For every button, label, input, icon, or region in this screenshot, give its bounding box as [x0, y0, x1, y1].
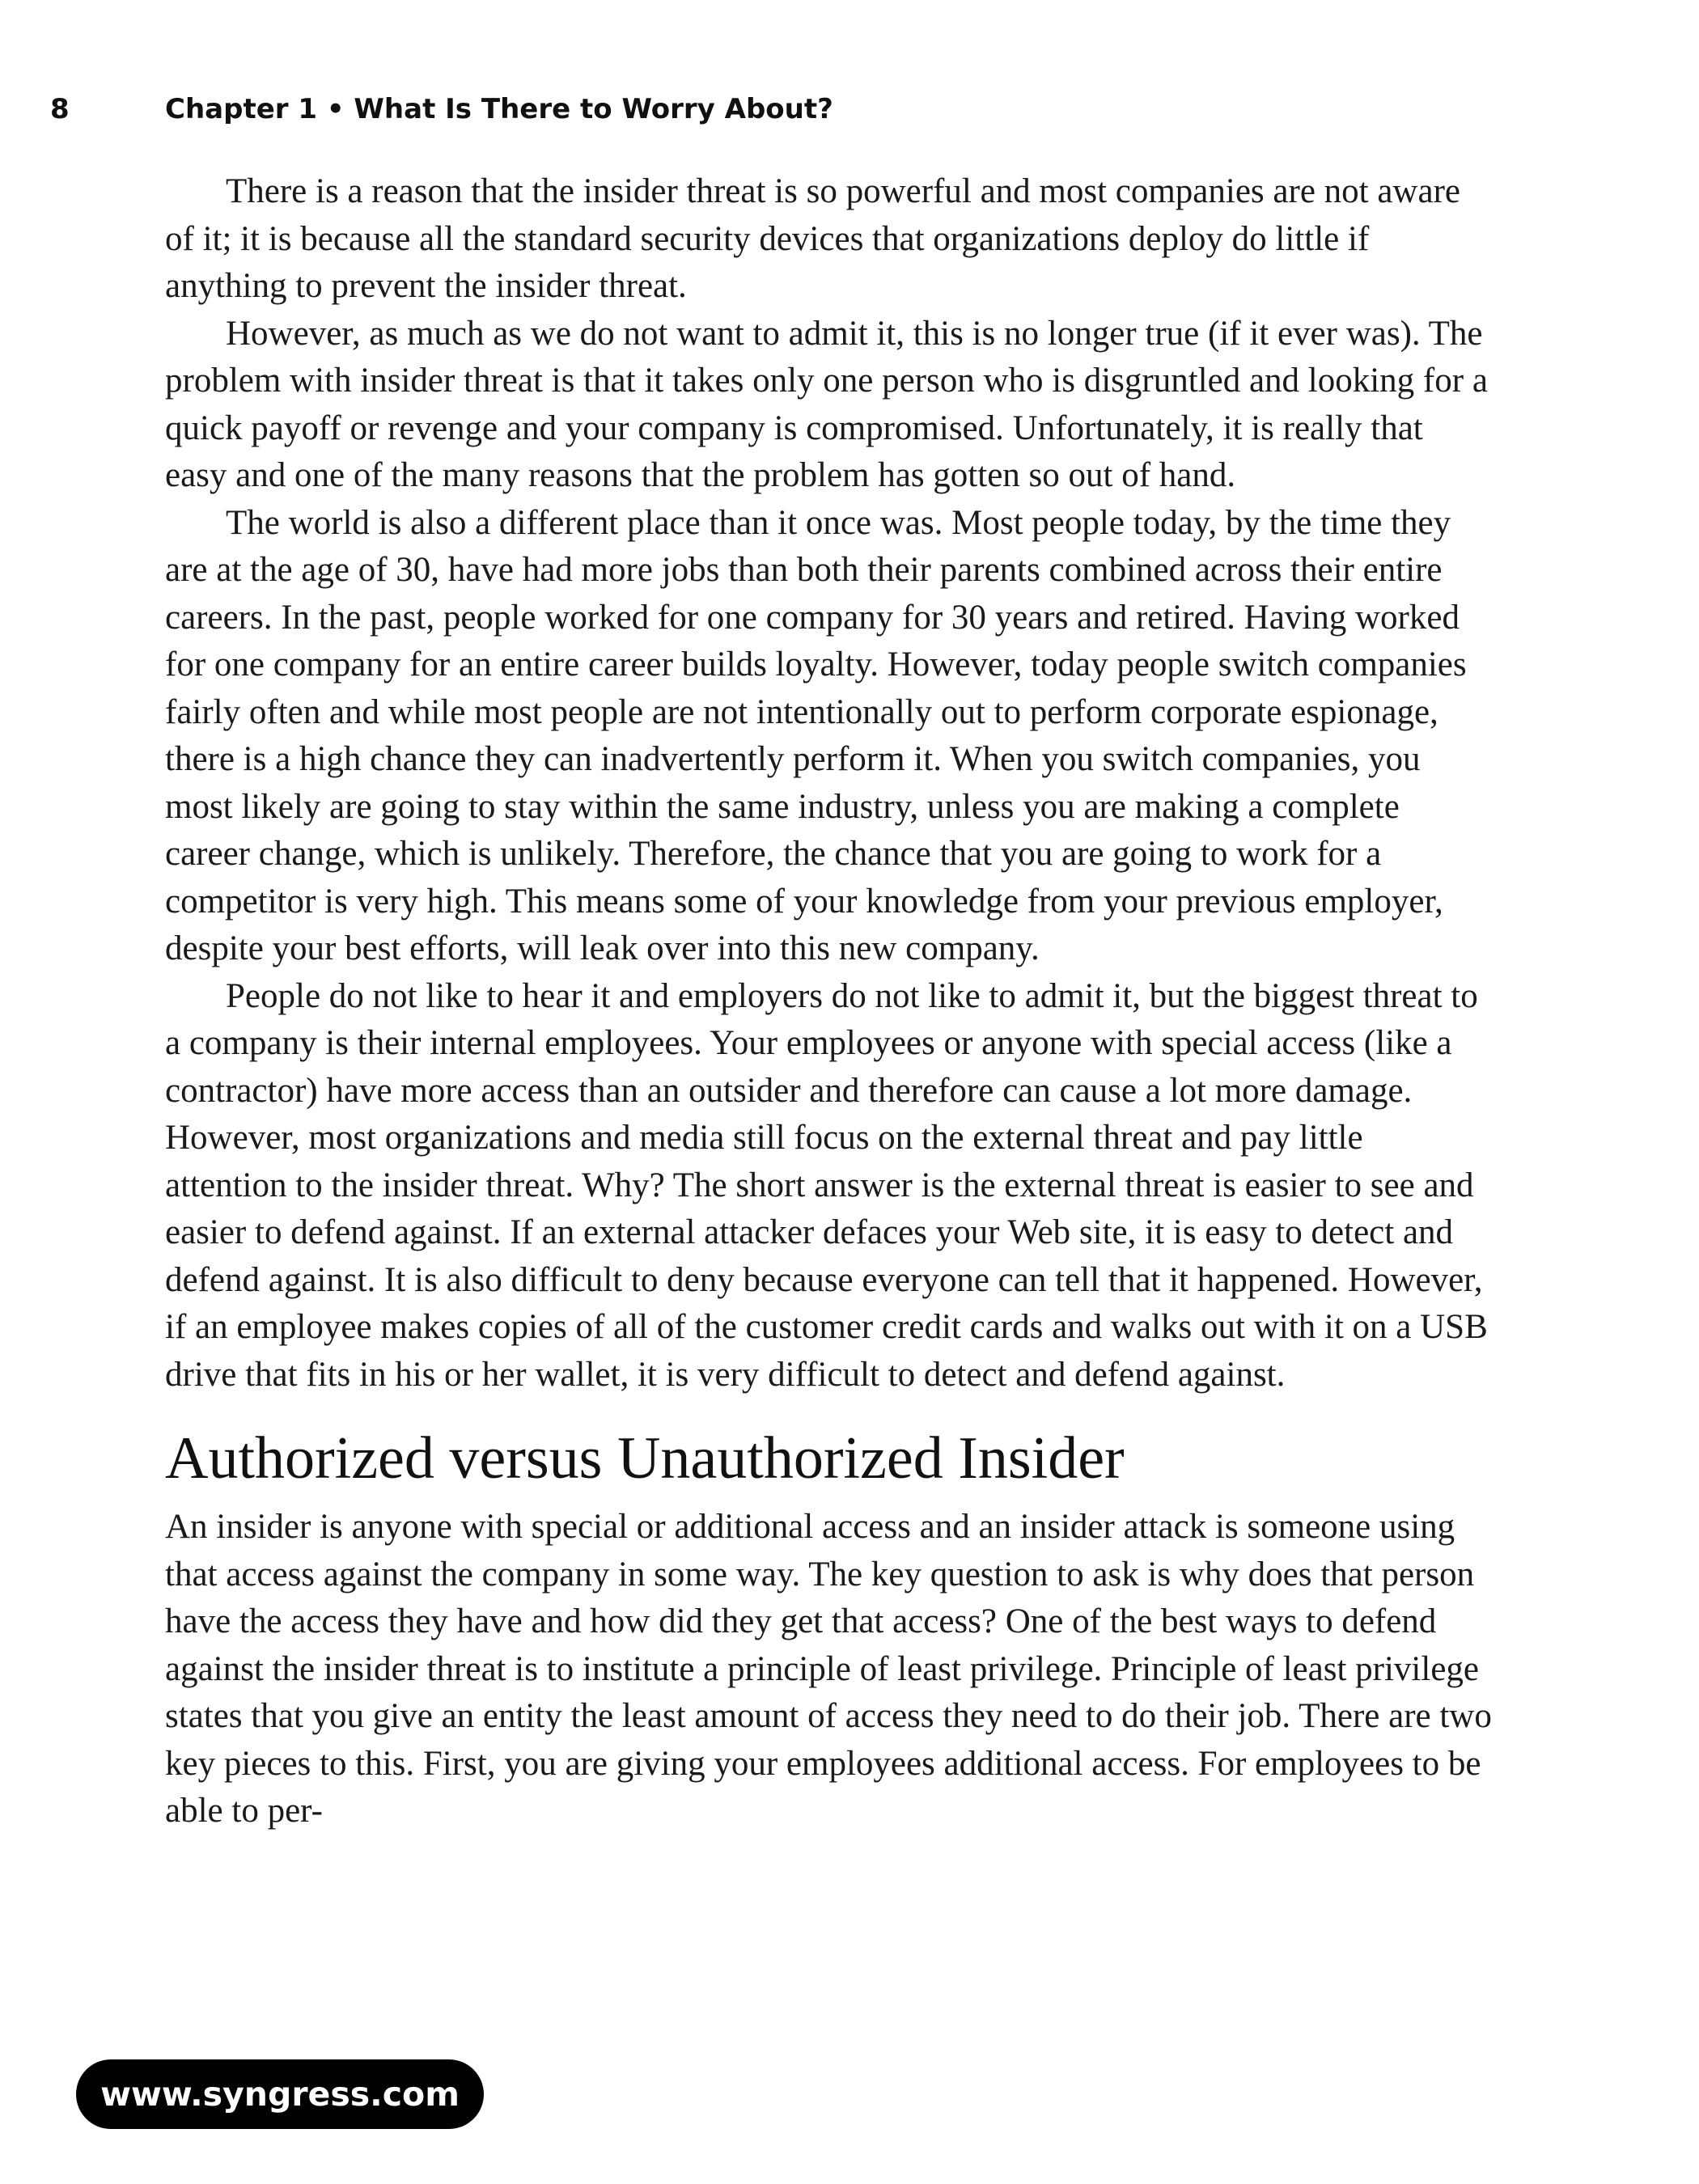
- paragraph-3: The world is also a different place than it once was. Most people today, by the time they are at the age of 30, have had more jobs than both their parents combined across their entire careers. In the past, people worked for one company for 30 years and retired. Having worked for one company for an entire career builds loyalty. However, today people switch companies fairly often and while most people are not intentionally out to perform corporate espionage, there is a high chance they can inadvertently perform it. When you switch companies, you most likely are going to stay within the same industry, unless you are making a complete career change, which is unlikely. Therefore, the chance that you are going to work for a competitor is very high. This means some of your knowledge from your previous employer, despite your best efforts, will leak over into this new company.: [165, 503, 1467, 967]
- section-heading: Authorized versus Unauthorized Insider: [165, 1425, 1125, 1492]
- page-number: 8: [50, 93, 70, 125]
- website-url-badge: www.syngress.com: [76, 2059, 484, 2129]
- paragraph-2: However, as much as we do not want to admit it, this is no longer true (if it ever was). The problem with insider threat is that it takes only one person who is disgruntled and looking for a quick payoff or revenge and your company is compromised. Unfortunately, it is really that easy and one of the many reasons that the problem has gotten so out of hand.: [165, 314, 1488, 494]
- paragraph-4: People do not like to hear it and employers do not like to admit it, but the biggest threat to a company is their internal employees. Your employees or anyone with special access (like a contractor) have more access than an outsider and therefore can cause a lot more damage. However, most organizations and media still focus on the external threat and pay little attention to the insider threat. Why? The short answer is the external threat is easier to see and easier to defend against. If an external attacker defaces your Web site, it is easy to detect and defend against. It is also difficult to deny because everyone can tell that it happened. However, if an employee makes copies of all of the customer credit cards and walks out with it on a USB drive that fits in his or her wallet, it is very difficult to detect and defend against.: [165, 976, 1488, 1394]
- running-head: [50, 89, 1587, 129]
- chapter-title: Chapter 1 • What Is There to Worry About?: [165, 93, 833, 125]
- body-text: [165, 168, 1492, 1835]
- section-paragraph: An insider is anyone with special or additional access and an insider attack is someone using that access against the company in some way. The key question to ask is why does that person have the access they have and how did they get that access? One of the best ways to defend against the insider threat is to institute a principle of least privilege. Principle of least privilege states that you give an entity the least amount of access they need to do their job. There are two key pieces to this. First, you are giving your employees additional access. For employees to be able to per-: [165, 1508, 1492, 1830]
- paragraph-1: There is a reason that the insider threat is so powerful and most companies are not aware of it; it is because all the standard security devices that organizations deploy do little if anything to prevent the insider threat.: [165, 172, 1460, 305]
